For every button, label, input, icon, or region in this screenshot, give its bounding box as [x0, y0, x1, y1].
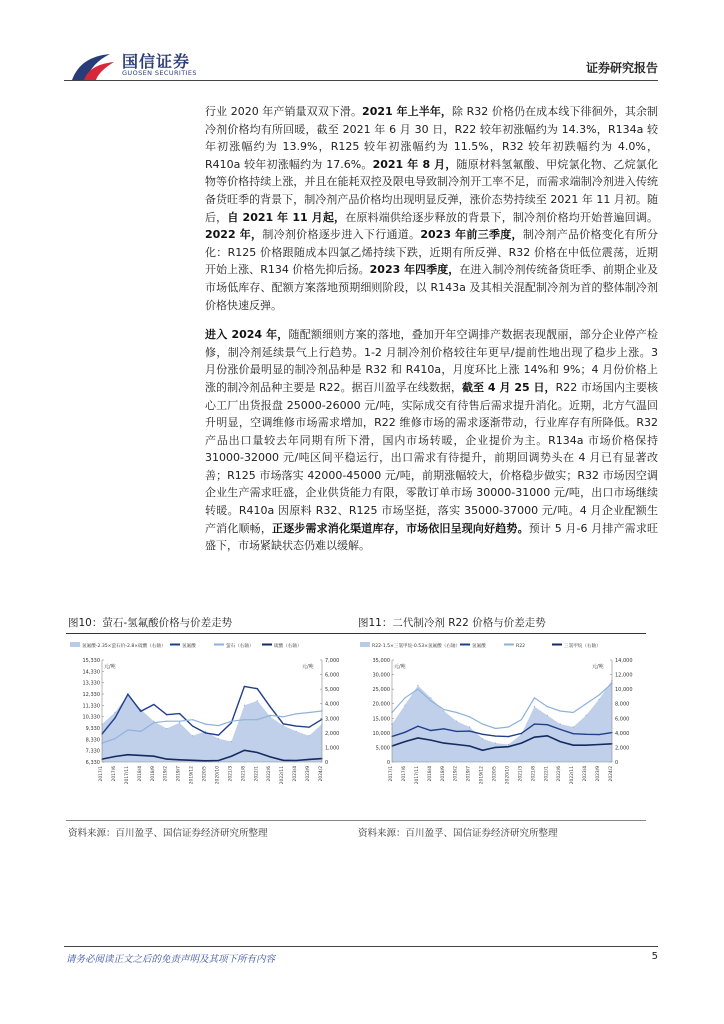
data-point	[430, 697, 431, 698]
data-point	[573, 745, 574, 746]
left-tick-label: 9,330	[85, 726, 100, 732]
data-point	[140, 711, 141, 712]
right-tick-label: 3,000	[325, 716, 340, 723]
data-point	[560, 741, 561, 742]
data-point	[127, 754, 128, 755]
data-point	[166, 758, 167, 759]
data-point	[560, 724, 561, 725]
data-point	[127, 694, 128, 695]
right-tick-label: 8,000	[615, 701, 630, 708]
data-point	[495, 742, 496, 743]
report-type-label: 证券研究报告	[585, 61, 658, 75]
left-tick-label: 30,000	[372, 672, 390, 679]
data-point	[140, 731, 141, 732]
data-point	[456, 731, 457, 732]
data-point	[469, 745, 470, 746]
x-tick-label: 2024/2	[609, 766, 614, 782]
x-tick-label: 2023/9	[306, 766, 312, 782]
data-point	[404, 741, 405, 742]
data-point	[508, 736, 509, 737]
data-point	[404, 705, 405, 706]
left-tick-label: 15,330	[82, 658, 100, 664]
x-tick-label: 2019/2	[163, 766, 169, 782]
legend-label: 氢氟酸	[182, 644, 196, 649]
data-point	[114, 756, 115, 757]
data-point	[430, 730, 431, 731]
data-point	[469, 726, 470, 727]
logo-english-name: GUOSEN SECURITIES	[122, 69, 197, 77]
data-point	[296, 713, 297, 714]
x-tick-label: 2018/9	[440, 766, 446, 782]
text-run: 行业 2020 年产销量双双下滑。	[205, 105, 363, 118]
x-tick-label: 2021/3	[228, 766, 234, 782]
right-tick-label: 0	[325, 760, 329, 766]
data-point	[114, 718, 115, 719]
data-point	[308, 735, 309, 736]
x-tick-label: 2019/7	[466, 766, 472, 782]
data-point	[114, 738, 115, 739]
data-point	[598, 694, 599, 695]
data-point	[573, 726, 574, 727]
data-point	[521, 733, 522, 734]
text-run: 制冷剂价格逐步进入下行通道。	[262, 228, 421, 242]
right-axis-unit: 元/吨	[592, 664, 604, 670]
data-point	[404, 732, 405, 733]
x-tick-label: 2022/6	[267, 766, 273, 782]
data-point	[179, 759, 180, 760]
data-point	[192, 719, 193, 720]
data-point	[495, 728, 496, 729]
bold-text-run: 截至 4 月 25 日，	[461, 380, 556, 394]
x-tick-label: 2022/11	[570, 766, 576, 785]
data-point	[560, 710, 561, 711]
x-tick-label: 2022/1	[544, 766, 550, 782]
x-tick-label: 2017/11	[124, 766, 130, 785]
data-point	[218, 725, 219, 726]
bold-text-run: 2022 年，	[205, 228, 263, 242]
text-run: R22 市场国内主要核心工厂出货报盘 25000-26000 元/吨，实际成交有待售后需求提升消化。近期，北方气温回升明显，空调维修市场需求增加，R22 维修市场的需求逐渐带动，行业库存有所降低。R32 产品出口量较去年同期有所下滑，国内市场转暖，企业提价为主。R134a 市场价格保持 31000-32000 元/吨区间平稳运行，出口需求有待提升，前期回调势头在 4 月已有显著改善；R125 市场落实 42000-45000 元/吨，前期涨幅较大，价格稳步做实；R32 市场因空调企业生产需求旺盛，企业供货能力有限，零散订单市场 30000-31000 元/吨，出口市场继续转暖。R410a 因原料 R32、R125 市场坚挺，落实 35000-37000 元/吨。4 月企业配额生产消化顺畅，	[205, 380, 659, 535]
text-run: 随原材料氢氟酸、甲烷氯化物、乙烷氯化物等价格持续上涨，并且在能耗双控及限电导致制冷剂开工率不足，而需求端制冷剂进入传统备货旺季的背景下，制冷剂产品价格均出现明显反弹，涨价态势持续至 2021 年 11 月初。随后，	[205, 157, 658, 224]
paragraph-2	[205, 326, 658, 555]
data-point	[283, 723, 284, 724]
data-point	[166, 721, 167, 722]
data-point	[218, 738, 219, 739]
data-point	[598, 734, 599, 735]
data-point	[417, 689, 418, 690]
data-point	[560, 729, 561, 730]
data-point	[586, 703, 587, 704]
data-point	[205, 732, 206, 733]
legend-label: 萤石（右轴）	[226, 644, 254, 649]
data-point	[257, 688, 258, 689]
data-point	[127, 729, 128, 730]
left-tick-label: 10,330	[82, 714, 100, 721]
data-point	[417, 685, 418, 686]
bold-text-run: 2021 年 8 月，	[372, 157, 457, 171]
data-point	[482, 734, 483, 735]
x-tick-label: 2019/12	[189, 766, 195, 785]
data-point	[231, 721, 232, 722]
text-run: 预计 5 月-6 月排产需求旺盛下，市场紧缺状态仍难以缓解。	[205, 521, 659, 553]
guosen-logo-mark-icon	[70, 50, 116, 82]
data-point	[508, 746, 509, 747]
data-point	[573, 712, 574, 713]
x-tick-label: 2017/6	[401, 766, 407, 782]
left-tick-label: 20,000	[372, 701, 390, 708]
figure-11-chart	[356, 638, 646, 810]
data-point	[308, 759, 309, 760]
data-point	[244, 750, 245, 751]
data-point	[521, 742, 522, 743]
data-point	[270, 715, 271, 716]
x-tick-label: 2018/4	[137, 766, 143, 782]
figure-10	[66, 613, 356, 839]
data-point	[205, 760, 206, 761]
left-tick-label: 35,000	[372, 658, 390, 664]
data-point	[404, 697, 405, 698]
left-tick-label: 0	[386, 760, 390, 766]
bold-text-run: 2023 年前三季度，	[420, 228, 523, 242]
data-point	[547, 706, 548, 707]
right-tick-label: 5,000	[325, 687, 340, 694]
text-run: 随配额细则方案的落地，叠加开年空调排产数据表现靓丽，部分企业停产检修，制冷剂延续景气上行趋势。1-2 月制冷剂价格较往年更早/提前性地出现了稳步上涨。3 月份涨价最明显的制冷剂品种是 R32 和 R410a，月度环比上涨 14%和 9%；4 月份价格上涨的制冷剂品种主要是 R22。据百川盈孚在线数据，	[205, 328, 658, 394]
data-point	[283, 760, 284, 761]
bold-text-run: 正逐步需求消化渠道库存，市场依旧呈现向好趋势。	[271, 521, 529, 535]
data-point	[114, 712, 115, 713]
data-point	[257, 752, 258, 753]
data-point	[296, 760, 297, 761]
left-tick-label: 8,330	[85, 737, 100, 744]
data-point	[508, 744, 509, 745]
x-tick-label: 2023/4	[583, 766, 589, 782]
figure-10-source: 资料来源：百川盈孚、国信证券经济研究所整理	[68, 828, 268, 839]
data-point	[469, 731, 470, 732]
bold-text-run: 自 2021 年 11 月起，	[227, 210, 346, 224]
left-tick-label: 10,000	[372, 730, 390, 737]
data-point	[308, 727, 309, 728]
data-point	[586, 734, 587, 735]
data-point	[257, 700, 258, 701]
figure-10-chart	[66, 638, 356, 810]
left-tick-label: 13,330	[82, 680, 100, 687]
data-point	[179, 722, 180, 723]
data-point	[482, 750, 483, 751]
data-point	[244, 705, 245, 706]
x-tick-label: 2017/11	[414, 766, 420, 785]
data-point	[456, 712, 457, 713]
right-tick-label: 6,000	[615, 716, 630, 723]
data-point	[534, 706, 535, 707]
data-point	[417, 737, 418, 738]
figure-11-title: 图11：二代制冷剂 R22 价格与价差走势	[356, 613, 646, 634]
data-point	[218, 760, 219, 761]
data-point	[270, 756, 271, 757]
legend-label: 三氯甲烷（右轴）	[564, 644, 601, 649]
header-divider	[64, 80, 658, 81]
data-point	[166, 714, 167, 715]
x-tick-label: 2020/10	[215, 766, 221, 785]
data-point	[508, 726, 509, 727]
data-point	[534, 697, 535, 698]
x-tick-label: 2021/3	[518, 766, 524, 782]
data-point	[482, 738, 483, 739]
right-tick-label: 10,000	[615, 687, 633, 694]
x-tick-label: 2020/5	[202, 766, 208, 782]
data-point	[153, 704, 154, 705]
right-tick-label: 4,000	[615, 730, 630, 737]
data-point	[153, 722, 154, 723]
legend-label: 硫酸（右轴）	[274, 644, 302, 649]
data-point	[430, 700, 431, 701]
x-tick-label: 2022/11	[280, 766, 286, 785]
legend-label: R22	[516, 644, 526, 649]
x-tick-label: 2019/7	[176, 766, 182, 782]
footer-disclaimer: 请务必阅读正文之后的免责声明及其项下所有内容	[66, 954, 276, 965]
x-tick-label: 2018/9	[150, 766, 156, 782]
legend-label: 氢氟酸-2.35×萤石价-2.8×硫酸（右轴）	[82, 644, 166, 649]
data-point	[270, 706, 271, 707]
right-tick-label: 2,000	[615, 745, 630, 752]
left-tick-label: 7,330	[85, 748, 100, 755]
left-tick-label: 5,000	[375, 745, 390, 752]
legend-swatch	[360, 642, 370, 647]
data-point	[586, 715, 587, 716]
figure-10-source-divider	[66, 820, 356, 821]
right-axis-unit: 元/吨	[302, 664, 314, 670]
x-tick-label: 2019/12	[479, 766, 485, 785]
data-point	[179, 721, 180, 722]
guosen-logo	[70, 48, 230, 88]
x-tick-label: 2020/5	[492, 766, 498, 782]
left-tick-label: 15,000	[372, 716, 390, 723]
x-tick-label: 2020/10	[505, 766, 511, 785]
data-point	[153, 721, 154, 722]
data-point	[153, 756, 154, 757]
right-tick-label: 1,000	[325, 745, 340, 752]
data-point	[244, 719, 245, 720]
page-number: 5	[651, 951, 658, 962]
data-point	[573, 733, 574, 734]
data-point	[547, 715, 548, 716]
x-tick-label: 2017/1	[389, 766, 394, 782]
left-tick-label: 6,330	[85, 760, 100, 766]
footer-divider	[64, 946, 658, 947]
figure-11	[356, 613, 646, 839]
data-point	[166, 728, 167, 729]
x-tick-label: 2022/6	[557, 766, 563, 782]
x-tick-label: 2019/2	[453, 766, 459, 782]
right-tick-label: 4,000	[325, 701, 340, 708]
text-run: 制冷剂产品价格变化有所分化：R125 价格跟随成本四氯乙烯持续下跌，近期有所反弹、R32 价格在中低位震荡，近期开始上涨、R134 价格先抑后扬。	[205, 228, 658, 277]
data-point	[417, 726, 418, 727]
data-point	[231, 756, 232, 757]
data-point	[205, 731, 206, 732]
data-point	[443, 710, 444, 711]
text-run: 在原料端供给逐步释放的背景下，制冷剂价格均开始普遍回调。	[345, 210, 658, 224]
x-tick-label: 2017/6	[111, 766, 117, 782]
x-tick-label: 2017/1	[99, 766, 104, 782]
data-point	[495, 735, 496, 736]
paragraph-1	[205, 103, 658, 314]
left-tick-label: 25,000	[372, 687, 390, 694]
text-run: 在进入制冷剂传统备货旺季、前期企业及市场低库存、配额方案落地预期细则阶段，以 R143a 及其相关混配制冷剂为首的整体制冷剂价格快速反弹。	[205, 263, 659, 312]
data-point	[456, 721, 457, 722]
text-run: 除 R32 价格仍在成本线下徘徊外，其余制冷剂价格均有所回暖，截至 2021 年 6 月 30 日，R22 较年初涨幅约为 14.3%，R134a 较年初涨幅约为 13.9%，R125 较年初涨幅约为 11.5%，R32 较年初跌幅约为 4.0%，R410a 较年初涨幅约为 17.6%。	[205, 105, 658, 171]
legend-swatch	[70, 642, 80, 647]
left-axis-unit: 元/吨	[394, 664, 406, 670]
left-tick-label: 11,330	[82, 703, 100, 710]
data-point	[192, 725, 193, 726]
data-point	[218, 735, 219, 736]
data-point	[598, 744, 599, 745]
data-point	[443, 728, 444, 729]
x-tick-label: 2023/9	[596, 766, 602, 782]
data-point	[547, 735, 548, 736]
data-point	[534, 724, 535, 725]
data-point	[244, 686, 245, 687]
data-point	[495, 747, 496, 748]
data-point	[283, 716, 284, 717]
body-text	[205, 103, 658, 567]
legend-label: 氢氟酸	[472, 644, 486, 649]
data-point	[296, 731, 297, 732]
data-point	[469, 716, 470, 717]
left-axis-unit: 元/吨	[104, 664, 116, 670]
left-tick-label: 12,330	[82, 692, 100, 698]
data-point	[534, 737, 535, 738]
right-tick-label: 14,000	[615, 658, 633, 664]
data-point	[598, 699, 599, 700]
data-point	[456, 744, 457, 745]
bold-text-run: 2023 年四季度，	[369, 263, 460, 277]
data-point	[521, 719, 522, 720]
data-point	[586, 745, 587, 746]
data-point	[257, 719, 258, 720]
data-point	[296, 725, 297, 726]
x-tick-label: 2022/1	[254, 766, 260, 782]
bold-text-run: 进入 2024 年，	[205, 328, 289, 342]
right-tick-label: 6,000	[325, 672, 340, 679]
data-point	[179, 713, 180, 714]
data-point	[482, 724, 483, 725]
left-tick-label: 14,330	[82, 669, 100, 676]
data-point	[283, 725, 284, 726]
page-header	[0, 0, 724, 80]
logo-chinese-name: 国信证券	[122, 52, 191, 71]
right-tick-label: 0	[615, 760, 619, 766]
data-point	[443, 709, 444, 710]
x-tick-label: 2021/8	[241, 766, 247, 782]
data-point	[547, 724, 548, 725]
data-point	[308, 712, 309, 713]
figure-11-source-divider	[356, 820, 646, 821]
x-tick-label: 2018/4	[427, 766, 433, 782]
data-point	[231, 741, 232, 742]
data-point	[192, 760, 193, 761]
right-tick-label: 2,000	[325, 730, 340, 737]
bold-text-run: 2021 年上半年，	[362, 105, 452, 118]
data-point	[270, 716, 271, 717]
x-tick-label: 2023/4	[293, 766, 299, 782]
data-point	[443, 742, 444, 743]
data-point	[192, 735, 193, 736]
data-point	[205, 724, 206, 725]
legend-label: R22-1.5×三氯甲烷-0.53×氢氟酸（右轴）	[372, 644, 461, 649]
right-tick-label: 7,000	[325, 658, 340, 664]
figure-10-title: 图10：萤石-氢氟酸价格与价差走势	[66, 613, 356, 634]
data-point	[430, 740, 431, 741]
right-tick-label: 12,000	[615, 672, 633, 679]
x-tick-label: 2024/2	[319, 766, 324, 782]
data-point	[140, 755, 141, 756]
x-tick-label: 2021/8	[531, 766, 537, 782]
figure-11-source: 资料来源：百川盈孚、国信证券经济研究所整理	[358, 828, 558, 839]
data-point	[231, 722, 232, 723]
